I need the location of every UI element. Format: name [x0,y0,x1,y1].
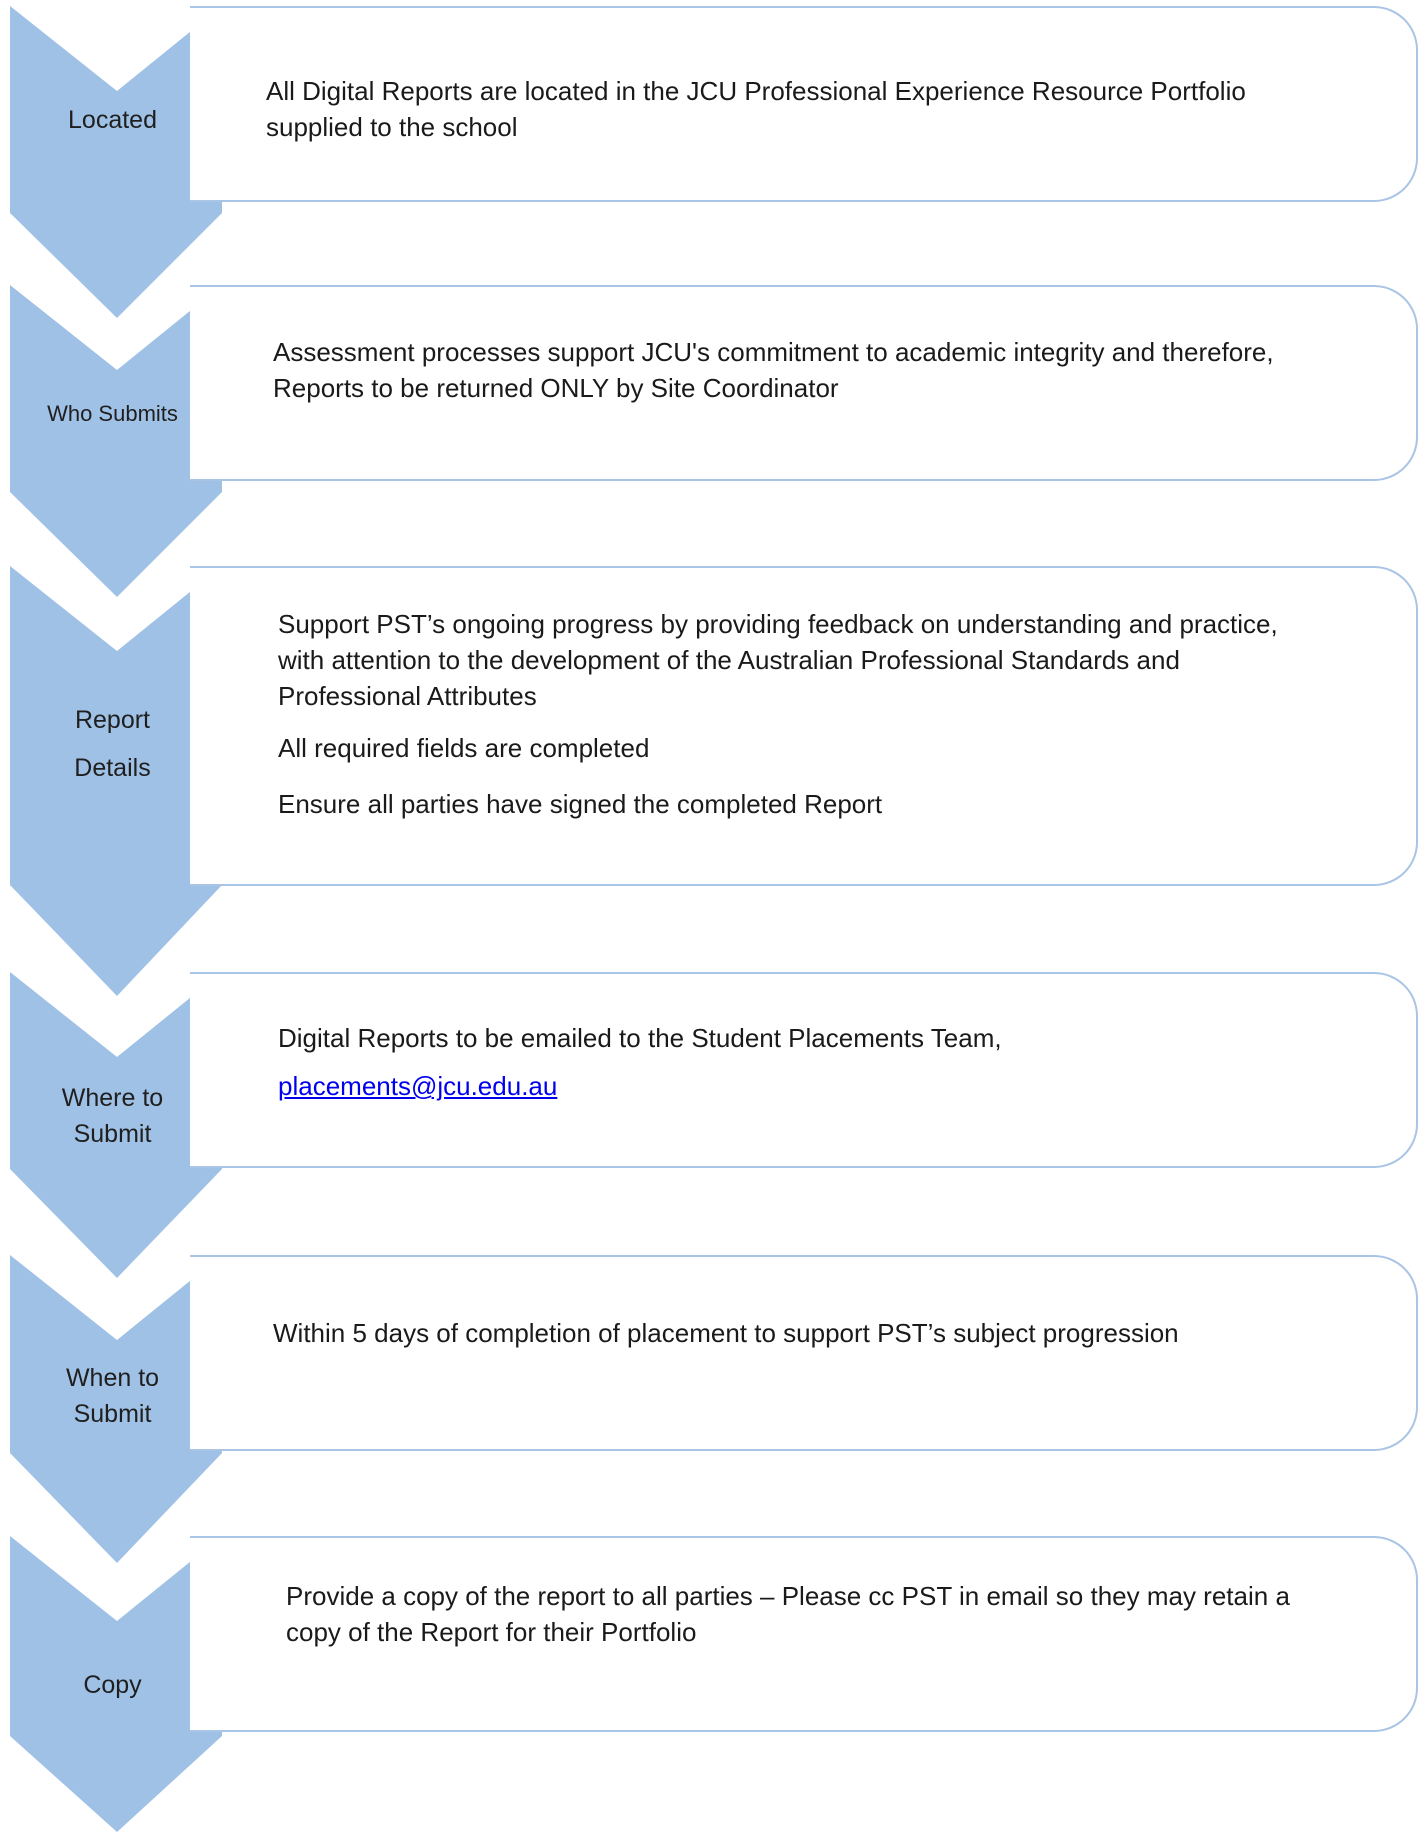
description-line: All Digital Reports are located in the JCU Professional Experience Resource Portfolio [266,76,1246,106]
step-description-box [190,6,1418,202]
step-description-box [190,566,1418,886]
step-report-details [0,566,1425,996]
description-line: Assessment processes support JCU's commitment to academic integrity and therefore, [273,337,1274,367]
step-label: Copy [83,1671,142,1699]
description-line: All required fields are completed [278,733,650,763]
description-line: Provide a copy of the report to all parties – Please cc PST in email so they may retain a [286,1581,1290,1611]
email-link[interactable]: placements@jcu.edu.au [278,1071,558,1101]
step-who-submits [0,285,1425,597]
description-line: Within 5 days of completion of placement to support PST’s subject progression [273,1318,1179,1348]
step-description-box [190,972,1418,1168]
description-line: Ensure all parties have signed the completed Report [278,789,883,819]
description-line: with attention to the development of the Australian Professional Standards and [278,645,1180,675]
step-label: Report Details [74,706,151,782]
description-line: copy of the Report for their Portfolio [286,1617,697,1647]
description-line: Reports to be returned ONLY by Site Coordinator [273,373,839,403]
step-label: Where to Submit [61,1084,164,1148]
step-label: Located [68,106,157,134]
step-where-to-submit [0,972,1425,1278]
step-label: Who Submits [47,401,178,426]
step-description-box [190,285,1418,481]
step-located [0,6,1425,318]
chevron-arrow [0,285,222,597]
step-when-to-submit [0,1255,1425,1563]
step-description-box [190,1536,1418,1732]
step-description-box [190,1255,1418,1451]
description-line: Professional Attributes [278,681,537,711]
step-label: When to Submit [65,1364,160,1428]
description-line: supplied to the school [266,112,518,142]
chevron-arrow [0,6,222,318]
description-line: Digital Reports to be emailed to the Student Placements Team, [278,1023,1002,1053]
description-line: Support PST’s ongoing progress by providing feedback on understanding and practice, [278,609,1278,639]
step-copy [0,1536,1425,1832]
